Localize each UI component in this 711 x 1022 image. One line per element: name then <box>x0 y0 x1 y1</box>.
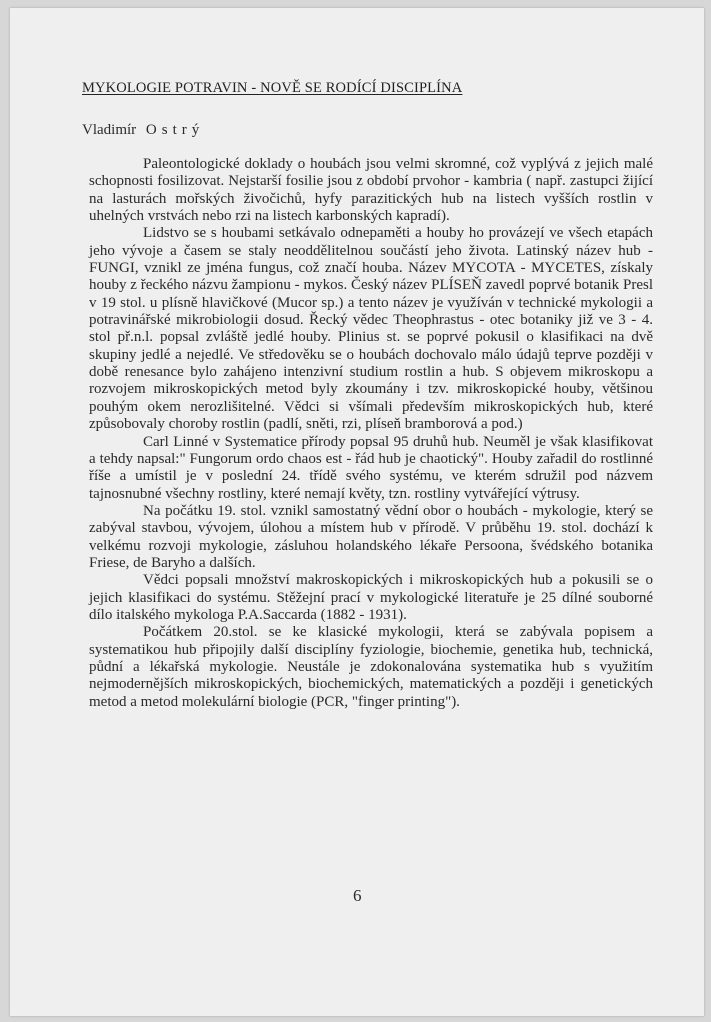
paragraph: Lidstvo se s houbami setkávalo odnepaměti a houby ho provázejí ve všech etapách jeho vývoje a časem se staly neoddělitelnou součástí jeho života. Latinský název hub - FUNGI, vznikl ze jména fungus, což značí houba. Název MYCOTA - MYCETES, získaly houby z řeckého názvu žampionu - mykos. Český název PLÍSEŇ zavedl poprvé botanik Presl v 19 stol. u plísně hlavičkové (Mucor sp.) a tento název je využíván v technické mykologii a potravinářské mikrobiologii dosud. Řecký vědec Theophrastus - otec botaniky již ve 3 - 4. stol př.n.l. popsal zvláště jedlé houby. Plinius st. se poprvé pokusil o klasifikaci na dvě skupiny jedlé a nejedlé. Ve středověku se o houbách dochovalo málo údajů teprve později v době renesance bylo zahájeno intenzivní studium rostlin a hub. S objevem mikroskopu a rozvojem mikroskopických metod byly zkoumány i tzv. mikroskopické houby, většinou pouhým okem nerozlišitelné. Vědci si všímali především mikroskopických hub, které způsobovaly choroby rostlin (padlí, sněti, rzi, plíseň bramborová a pod.) <box>89 225 653 433</box>
paragraph: Na počátku 19. stol. vznikl samostatný vědní obor o houbách - mykologie, který se zabýval stavbou, vývojem, úlohou a místem hub v přírodě. V průběhu 19. stol. dochází k velkému rozvoji mykologie, zásluhou holandského lékaře Persoona, švédského botanika Friese, de Baryho a dalších. <box>89 502 653 571</box>
paragraph: Počátkem 20.stol. se ke klasické mykologii, která se zabývala popisem a systematikou hub připojily další disciplíny fyziologie, biochemie, genetika hub, technická, půdní a lékařská mykologie. Neustále je zdokonalována systematika hub s využitím nejmodernějších mikroskopických, biochemických, matematických a později i genetických metod a metod molekulární biologie (PCR, "finger printing"). <box>89 624 653 710</box>
paragraph: Carl Linné v Systematice přírody popsal 95 druhů hub. Neuměl je však klasifikovat a tehdy napsal:" Fungorum ordo chaos est - řád hub je chaotický". Houby zařadil do rostlinné říše a umístil je v poslední 24. třídě svého systému, ve kterém sdružil pod názvem tajnosnubné všechny rostliny, které nemají květy, tzn. rostliny vytvářející výtrusy. <box>89 433 653 502</box>
paragraph: Paleontologické doklady o houbách jsou velmi skromné, což vyplývá z jejich malé schopnosti fosilizovat. Nejstarší fosilie jsou z období prvohor - kambria ( např. zastupci žijící na lasturách mořských živočichů, hyfy parazitických hub na listech vyšších rostlin v uhelných vrstvách nebo rzi na listech karbonských kapradí). <box>89 156 653 225</box>
author-line <box>82 122 204 139</box>
document-page <box>10 8 704 1016</box>
page-number: 6 <box>353 886 362 905</box>
article-body <box>89 156 653 711</box>
author-first-name: Vladimír <box>82 122 137 138</box>
article-title: MYKOLOGIE POTRAVIN - NOVĚ SE RODÍCÍ DISCIPLÍNA <box>82 80 463 96</box>
paragraph: Vědci popsali množství makroskopických i mikroskopických hub a pokusili se o jejich klasifikaci do systému. Stěžejní prací v mykologické literatuře je 25 dílné souborné dílo italského mykologa P.A.Saccarda (1882 - 1931). <box>89 572 653 623</box>
author-last-name: Ostrý <box>145 122 205 138</box>
